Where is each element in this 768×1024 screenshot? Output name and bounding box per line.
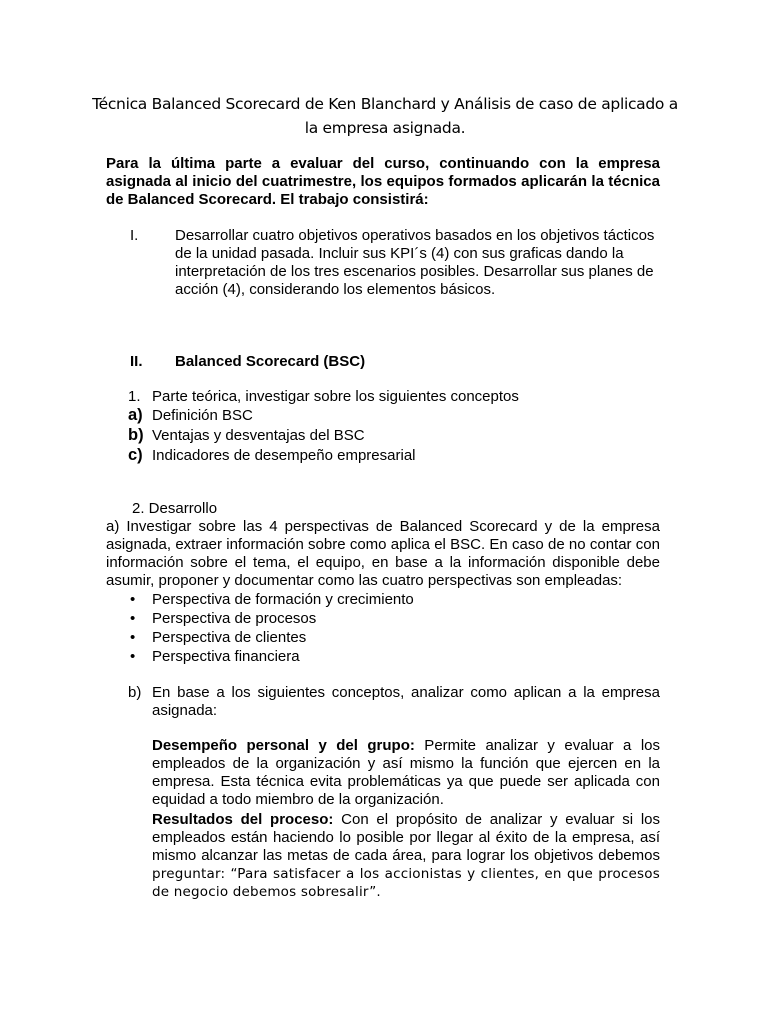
part2-b-letter: b) [128, 684, 142, 701]
section-i-numeral: I. [130, 227, 139, 244]
bullet-item: Perspectiva de procesos [152, 610, 317, 627]
bullet-item: Perspectiva financiera [152, 648, 300, 665]
concept-resultados-tail: preguntar: “Para satisfacer a los accionistas y clientes, en que procesos de negocio debemos sobresalir”. [152, 866, 660, 900]
part1-item-a-letter: a) [128, 406, 143, 424]
intro-paragraph: Para la última parte a evaluar del curso, continuando con la empresa asignada al inicio del cuatrimestre, los equipos formados aplicarán la técnica de Balanced Scorecard. El trabajo consistirá: [106, 155, 660, 208]
part2-heading: 2. Desarrollo [132, 500, 218, 517]
part2-a-paragraph: a) Investigar sobre las 4 perspectivas de Balanced Scorecard y de la empresa asignada, extraer información sobre como aplica el BSC. En caso de no contar con información sobre el tema, el equipo, en base a la información disponible debe asumir, proponer y documentar como las cuatro perspectivas son empleadas: [106, 518, 660, 589]
part1-number: 1. [128, 388, 141, 405]
concept-desempeno-term: Desempeño personal y del grupo: [152, 737, 415, 754]
concept-desempeno-text: Permite analizar y evaluar a los empleados de la organización y así mismo la función que ejercen en la empresa. Esta técnica evita problemáticas ya que puede ser aplicada con equidad a todo miembro de la organización. [152, 737, 660, 808]
part1-item-a-text: Definición BSC [152, 407, 253, 424]
bullet-item: Perspectiva de formación y crecimiento [152, 591, 414, 608]
document-title: Técnica Balanced Scorecard de Ken Blanchard y Análisis de caso de aplicado a la empresa asignada. [92, 95, 678, 137]
section-i-text: Desarrollar cuatro objetivos operativos basados en los objetivos tácticos de la unidad pasada. Incluir sus KPI´s (4) con sus graficas dando la interpretación de los tres escenarios posibles. Desarrollar sus planes de acción (4), considerando los elementos básicos. [175, 227, 655, 298]
bullet-icon: • [130, 629, 136, 646]
concept-resultados-term: Resultados del proceso: [152, 811, 334, 828]
bullet-icon: • [130, 648, 136, 665]
part2-b-text: En base a los siguientes conceptos, analizar como aplican a la empresa asignada: [152, 684, 660, 719]
part1-item-b-letter: b) [128, 426, 144, 444]
concept-resultados [152, 811, 660, 901]
section-ii-heading: Balanced Scorecard (BSC) [175, 353, 366, 370]
bullet-icon: • [130, 591, 136, 608]
section-ii-numeral: II. [130, 353, 143, 370]
concept-resultados-text: Con el propósito de analizar y evaluar si los empleados están haciendo lo posible por llegar al éxito de la empresa, así mismo alcanzar las metas de cada área, para lograr los objetivos debemos [152, 811, 660, 864]
part1-item-c-letter: c) [128, 446, 143, 464]
part1-item-c-text: Indicadores de desempeño empresarial [152, 447, 416, 464]
part1-item-b-text: Ventajas y desventajas del BSC [152, 427, 365, 444]
part1-label: Parte teórica, investigar sobre los siguientes conceptos [152, 388, 519, 405]
concept-desempeno [152, 737, 660, 809]
bullet-item: Perspectiva de clientes [152, 629, 307, 646]
bullet-icon: • [130, 610, 136, 627]
